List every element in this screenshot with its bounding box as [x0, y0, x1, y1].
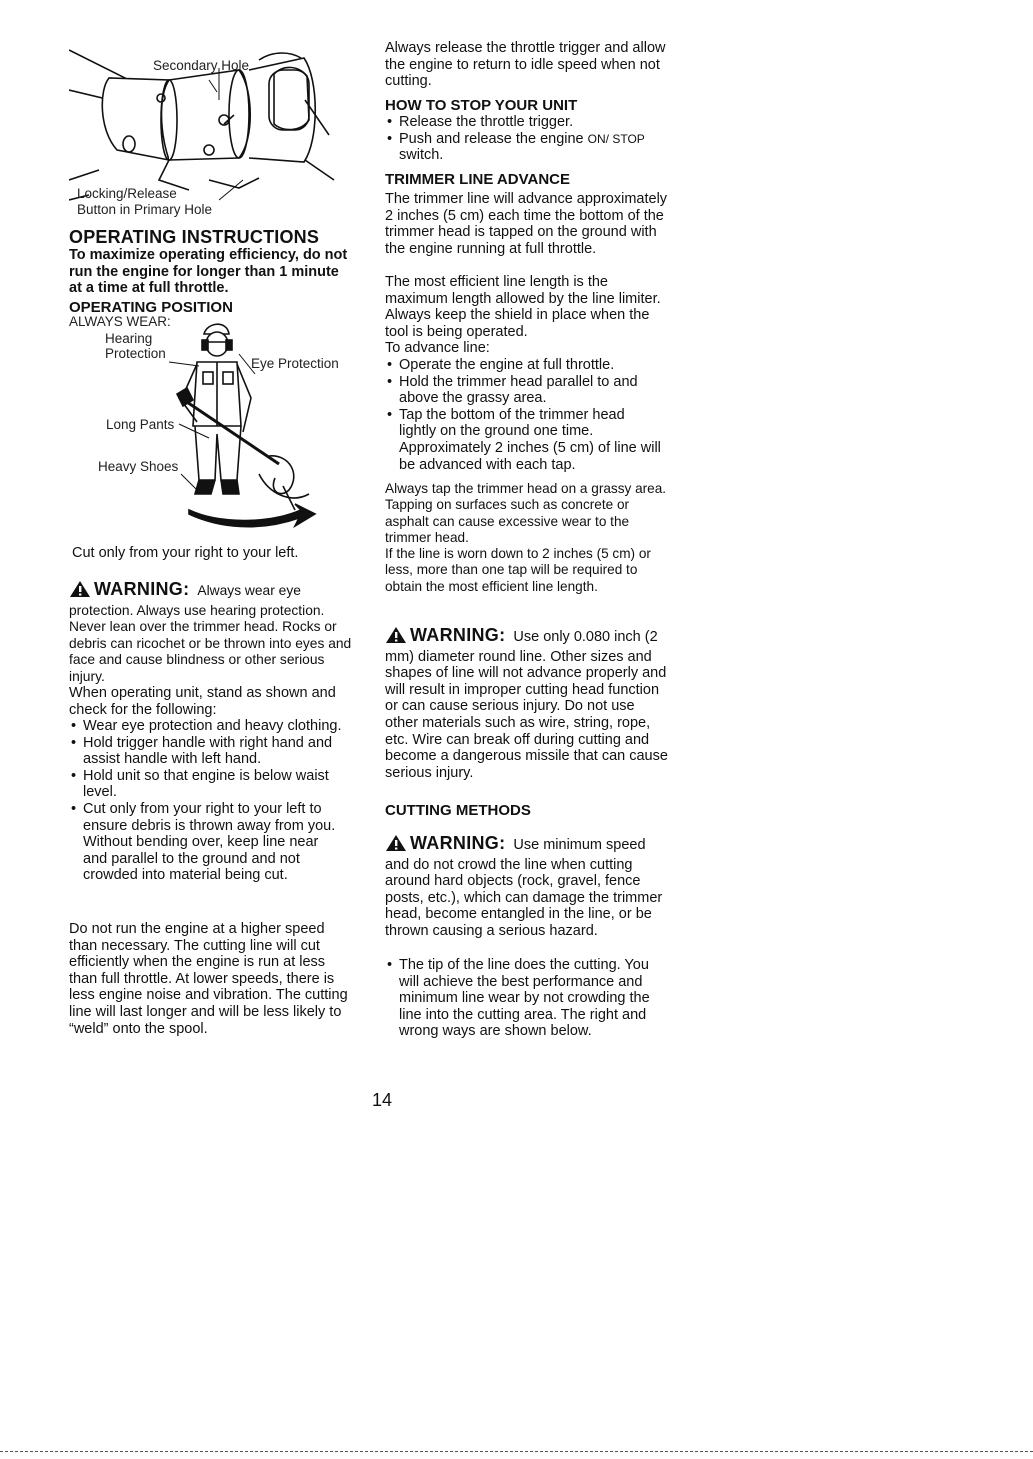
shaft-coupler-illustration	[69, 40, 349, 220]
cutting-methods-heading: CUTTING METHODS	[385, 802, 531, 819]
line-advance-heading: TRIMMER LINE ADVANCE	[385, 171, 570, 188]
list-item: • Hold unit so that engine is below waist level.	[69, 768, 353, 801]
list-item: • Wear eye protection and heavy clothing.	[69, 718, 353, 735]
secondary-hole-label: Secondary Hole	[153, 58, 250, 73]
heavy-shoes-label: Heavy Shoes	[98, 459, 179, 474]
on-stop-switch-label: ON/ STOP	[587, 131, 645, 146]
line-advance-p2: The most efficient line length is the maximum length allowed by the line limiter. Always keep the shield in place when the tool is being operated.	[385, 274, 661, 340]
release-throttle-note: Always release the throttle trigger and allow the engine to return to idle speed when not cutting.	[385, 40, 666, 90]
locking-release-label: Locking/Release	[77, 186, 177, 201]
list-item: • Tap the bottom of the trimmer head lightly on the ground one time. Approximately 2 inches (5 cm) of line will be advanced with each tap.	[385, 407, 661, 473]
list-item: • Hold trigger handle with right hand and assist handle with left hand.	[69, 735, 353, 768]
list-item: • The tip of the line does the cutting. You will achieve the best performance and minimum line wear by not crowding the line into the cutting area. The right and wrong ways are shown below.	[385, 957, 669, 1040]
speed-advice: Do not run the engine at a higher speed than necessary. The cutting line will cut efficiently when the engine is run at less than full throttle. At lower speeds, there is less engine noise and vibration. The cutting line will last longer and will be less likely to “weld” onto the spool.	[69, 921, 348, 1037]
warning-text: Use minimum speed and do not crowd the line when cutting around hard objects (rock, gravel, fence posts, etc.), which can damage the trimmer head, become entangled in the line, or be thrown causing a serious hazard.	[385, 837, 663, 939]
list-item: • Hold the trimmer head parallel to and above the grassy area.	[385, 374, 639, 407]
list-item: • Operate the engine at full throttle.	[385, 357, 661, 374]
warning-label: WARNING:	[410, 625, 506, 645]
warning-label: WARNING:	[94, 579, 190, 599]
hearing-protection-label: Protection	[105, 346, 166, 361]
cutting-tips-list	[385, 957, 669, 1040]
bottom-divider	[0, 1451, 1033, 1452]
warning-triangle-icon	[69, 580, 91, 603]
line-advance-p5: If the line is worn down to 2 inches (5 cm) or less, more than one tap will be required to obtain the most efficient line length.	[385, 546, 651, 594]
line-advance-steps	[385, 357, 661, 473]
stance-checklist	[69, 718, 353, 884]
stop-unit-heading: HOW TO STOP YOUR UNIT	[385, 97, 578, 114]
stop-text: Push and release the engine	[399, 130, 588, 147]
line-advance-p4: Always tap the trimmer head on a grassy area. Tapping on surfaces such as concrete or asphalt can cause excessive wear to the trimmer head.	[385, 481, 667, 545]
hearing-label: Hearing	[105, 331, 153, 346]
stop-text-end: switch.	[399, 147, 444, 164]
always-wear-label: ALWAYS WEAR:	[69, 314, 171, 329]
warning-text: Always wear eye protection. Always use hearing protection. Never lean over the trimmer head. Rocks or debris can ricochet or be thrown into eyes and face and cause blindness or other serious injury.	[69, 583, 352, 684]
list-item: • Release the throttle trigger.	[385, 114, 655, 131]
warning-line-diameter	[385, 626, 671, 781]
stance-intro: When operating unit, stand as shown and check for the following:	[69, 685, 336, 718]
efficiency-note: To maximize operating efficiency, do not run the engine for longer than 1 minute at a time at full throttle.	[69, 247, 348, 296]
cut-direction-caption: Cut only from your right to your left.	[72, 545, 299, 561]
list-item: • Cut only from your right to your left to ensure debris is thrown away from you. Without bending over, keep line near and parallel to the ground and not crowded into material being cut.	[69, 801, 341, 884]
warning-label: WARNING:	[410, 833, 506, 853]
warning-eye-protection	[69, 580, 353, 686]
operating-instructions-heading: OPERATING INSTRUCTIONS	[69, 227, 320, 247]
stop-unit-list	[385, 114, 655, 164]
line-advance-p1: The trimmer line will advance approximately 2 inches (5 cm) each time the bottom of the trimmer head is tapped on the ground with the engine running at full throttle.	[385, 191, 668, 257]
warning-text: Use only 0.080 inch (2 mm) diameter round line. Other sizes and shapes of line will not advance properly and will result in improper cutting head function or can cause serious injury. Do not use other materials such as wire, string, rope, etc. Wire can break off during cutting and become a dangerous missile that can cause serious injury.	[385, 629, 668, 781]
list-item	[385, 131, 655, 164]
eye-protection-label: Eye Protection	[251, 356, 339, 371]
primary-hole-label: Button in Primary Hole	[77, 202, 213, 217]
warning-hard-objects	[385, 834, 671, 940]
warning-triangle-icon	[385, 626, 407, 649]
page-number: 14	[372, 1090, 393, 1110]
line-advance-p3: To advance line:	[385, 340, 490, 356]
warning-triangle-icon	[385, 834, 407, 857]
operator-stance-illustration	[69, 314, 349, 534]
long-pants-label: Long Pants	[106, 417, 175, 432]
operating-position-heading: OPERATING POSITION	[69, 299, 233, 316]
